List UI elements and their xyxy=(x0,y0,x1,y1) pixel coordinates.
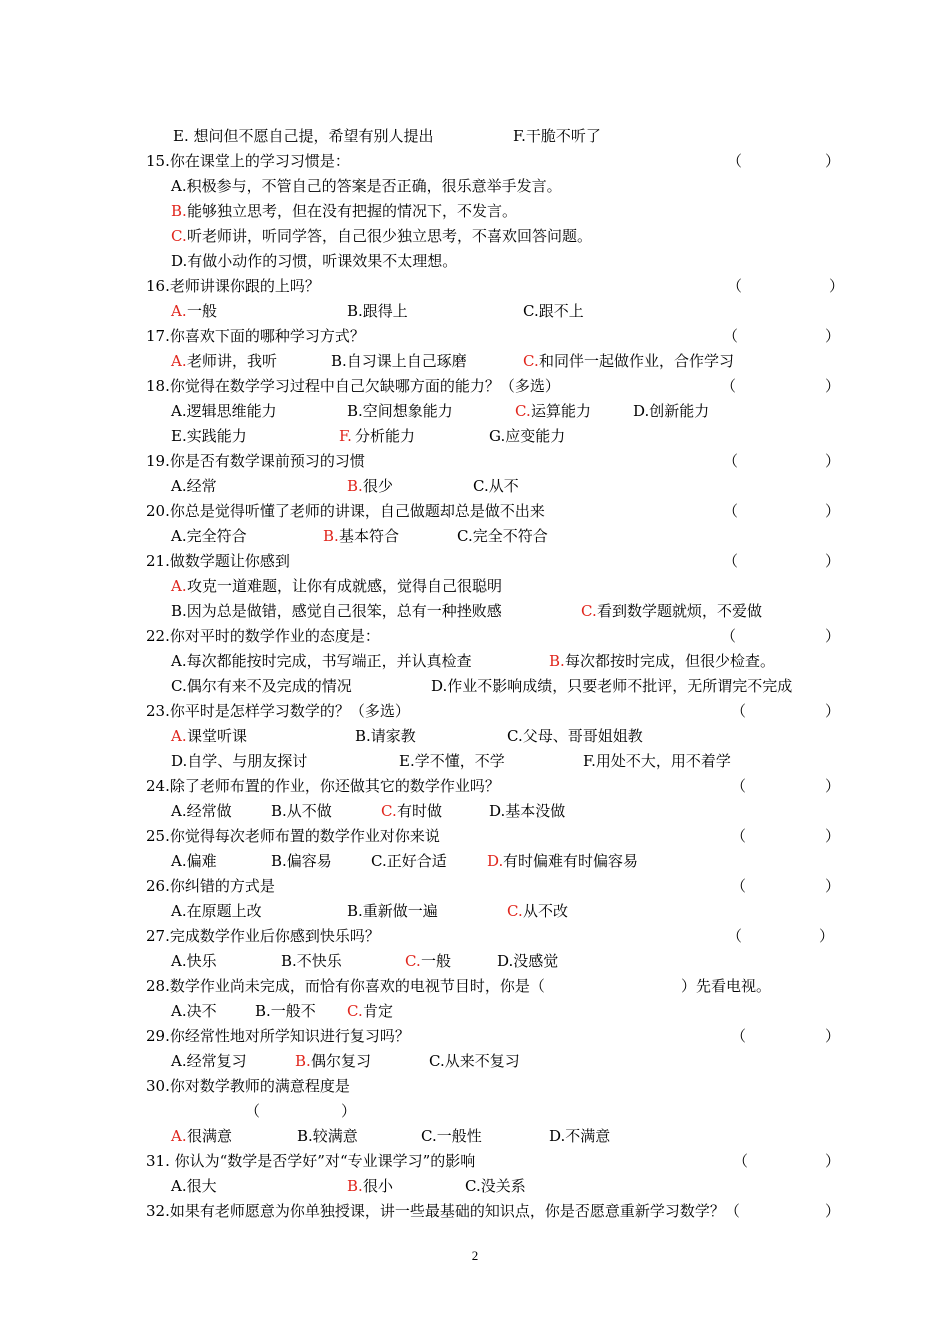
text-segment: D.不满意 xyxy=(549,1127,611,1145)
text-segment: C.一般性 xyxy=(421,1127,482,1145)
text-line xyxy=(0,399,950,423)
answer-bracket-open: （ xyxy=(723,502,739,520)
text-segment: 23.你平时是怎样学习数学的？（多选） xyxy=(146,702,410,720)
answer-bracket-open: （ xyxy=(727,927,743,945)
text-segment: 21.做数学题让你感到 xyxy=(146,552,290,570)
text-segment: 一般 xyxy=(187,302,218,320)
answer-bracket-close: ） xyxy=(825,827,841,845)
text-segment: 基本符合 xyxy=(339,527,400,545)
answer-bracket-open: （ xyxy=(731,877,747,895)
text-segment: 25.你觉得每次老师布置的数学作业对你来说 xyxy=(146,827,440,845)
text-segment: F.干脆不听了 xyxy=(513,127,601,145)
text-line xyxy=(0,249,950,273)
text-segment: 和同伴一起做作业，合作学习 xyxy=(539,352,735,370)
text-segment: A.经常 xyxy=(171,477,217,495)
text-line xyxy=(0,999,950,1023)
text-line xyxy=(0,324,950,348)
text-segment: 分析能力 xyxy=(355,427,416,445)
text-line xyxy=(0,799,950,823)
text-segment: 从不改 xyxy=(523,902,569,920)
text-line xyxy=(0,899,950,923)
text-line xyxy=(0,1174,950,1198)
answer-bracket-open: （ xyxy=(727,277,743,295)
answer-bracket-close: ） xyxy=(825,627,841,645)
text-segment: B.空间想象能力 xyxy=(347,402,453,420)
text-segment: 有时做 xyxy=(397,802,443,820)
text-segment: D.创新能力 xyxy=(633,402,710,420)
text-line xyxy=(0,374,950,398)
text-segment: D.基本没做 xyxy=(489,802,566,820)
text-segment: E.学不懂，不学 xyxy=(399,752,505,770)
text-segment: D.自学、与朋友探讨 xyxy=(171,752,308,770)
text-segment: A.在原题上改 xyxy=(171,902,262,920)
text-segment: A.积极参与，不管自己的答案是否正确，很乐意举手发言。 xyxy=(171,177,562,195)
text-segment: C.偶尔有来不及完成的情况 xyxy=(171,677,352,695)
text-line xyxy=(0,349,950,373)
text-segment: 15.你在课堂上的学习习惯是： xyxy=(146,152,350,170)
text-segment: A.每次都能按时完成，书写端正，并认真检查 xyxy=(171,652,472,670)
text-segment: 运算能力 xyxy=(531,402,592,420)
answer-marker: C. xyxy=(405,952,421,970)
text-segment: C.从不 xyxy=(473,477,519,495)
text-segment: B.偏容易 xyxy=(271,852,332,870)
answer-bracket-open: （ xyxy=(723,327,739,345)
text-segment: 16.老师讲课你跟的上吗？ xyxy=(146,277,320,295)
text-segment: D.作业不影响成绩，只要老师不批评，无所谓完不完成 xyxy=(431,677,793,695)
text-segment: B.因为总是做错，感觉自己很笨，总有一种挫败感 xyxy=(171,602,502,620)
text-segment: C.完全不符合 xyxy=(457,527,548,545)
text-segment: 28.数学作业尚未完成，而恰有你喜欢的电视节目时，你是（ xyxy=(146,977,545,995)
answer-bracket-close: ） xyxy=(825,377,841,395)
answer-marker: B. xyxy=(347,477,363,495)
answer-marker: A. xyxy=(171,352,187,370)
text-line xyxy=(0,199,950,223)
text-line xyxy=(0,749,950,773)
text-line xyxy=(0,1149,950,1173)
answer-marker: C. xyxy=(171,227,187,245)
answer-marker: B. xyxy=(549,652,565,670)
answer-marker: B. xyxy=(323,527,339,545)
text-segment: 29.你经常性地对所学知识进行复习吗？ xyxy=(146,1027,410,1045)
answer-bracket-open: （ xyxy=(723,552,739,570)
text-segment: ） xyxy=(825,1202,841,1220)
text-segment: C.正好合适 xyxy=(371,852,447,870)
text-line xyxy=(0,774,950,798)
text-segment: 很少 xyxy=(363,477,394,495)
text-line xyxy=(0,649,950,673)
text-segment: 老师讲，我听 xyxy=(187,352,278,370)
text-segment: 一般 xyxy=(421,952,452,970)
text-segment: 18.你觉得在数学学习过程中自己欠缺哪方面的能力？（多选） xyxy=(146,377,560,395)
text-line xyxy=(0,724,950,748)
text-segment: ） xyxy=(341,1102,357,1120)
answer-bracket-open: （ xyxy=(721,377,737,395)
text-line xyxy=(0,949,950,973)
text-segment: 课堂听课 xyxy=(187,727,248,745)
text-segment: B.不快乐 xyxy=(281,952,342,970)
text-segment: A.快乐 xyxy=(171,952,217,970)
answer-bracket-close: ） xyxy=(825,552,841,570)
text-line xyxy=(0,174,950,198)
text-segment: 很满意 xyxy=(187,1127,233,1145)
text-segment: A.决不 xyxy=(171,1002,217,1020)
answer-bracket-open: （ xyxy=(731,827,747,845)
text-segment: 27.完成数学作业后你感到快乐吗？ xyxy=(146,927,380,945)
text-line xyxy=(0,1099,950,1123)
text-line xyxy=(0,574,950,598)
answer-marker: C. xyxy=(581,602,597,620)
answer-bracket-close: ） xyxy=(825,327,841,345)
answer-bracket-open: （ xyxy=(731,777,747,795)
text-line xyxy=(0,874,950,898)
answer-marker: C. xyxy=(507,902,523,920)
text-line xyxy=(0,624,950,648)
text-segment: 19.你是否有数学课前预习的习惯 xyxy=(146,452,365,470)
answer-marker: A. xyxy=(171,577,187,595)
text-segment: A.完全符合 xyxy=(171,527,247,545)
text-segment: D.有做小动作的习惯，听课效果不太理想。 xyxy=(171,252,458,270)
answer-marker: B. xyxy=(171,202,187,220)
answer-bracket-close: ） xyxy=(825,877,841,895)
text-segment: E.实践能力 xyxy=(171,427,247,445)
text-segment: 24.除了老师布置的作业，你还做其它的数学作业吗？ xyxy=(146,777,500,795)
text-segment: ）先看电视。 xyxy=(681,977,772,995)
text-segment: B.请家教 xyxy=(355,727,416,745)
text-line xyxy=(0,299,950,323)
text-segment: B.一般不 xyxy=(255,1002,316,1020)
text-line xyxy=(0,699,950,723)
text-line xyxy=(0,274,950,298)
text-line xyxy=(0,1074,950,1098)
answer-bracket-close: ） xyxy=(825,152,841,170)
text-line xyxy=(0,224,950,248)
text-line xyxy=(0,549,950,573)
text-segment: （ xyxy=(245,1102,261,1120)
answer-marker: B. xyxy=(295,1052,311,1070)
text-segment: 每次都按时完成，但很少检查。 xyxy=(565,652,776,670)
answer-bracket-open: （ xyxy=(731,1027,747,1045)
text-segment: 有时偏难有时偏容易 xyxy=(503,852,639,870)
answer-marker: A. xyxy=(171,727,187,745)
text-segment: A.偏难 xyxy=(171,852,217,870)
answer-marker: F. xyxy=(339,427,352,445)
text-segment: A.经常做 xyxy=(171,802,232,820)
text-line xyxy=(0,1049,950,1073)
text-segment: 30.你对数学教师的满意程度是 xyxy=(146,1077,350,1095)
text-line xyxy=(0,499,950,523)
text-segment: 32.如果有老师愿意为你单独授课，讲一些最基础的知识点，你是否愿意重新学习数学？（ xyxy=(146,1202,740,1220)
text-segment: C.父母、哥哥姐姐教 xyxy=(507,727,643,745)
text-segment: B.自习课上自己琢磨 xyxy=(331,352,467,370)
answer-marker: B. xyxy=(347,1177,363,1195)
text-line xyxy=(0,849,950,873)
text-line xyxy=(0,474,950,498)
text-segment: D.没感觉 xyxy=(497,952,559,970)
answer-bracket-open: （ xyxy=(733,1152,749,1170)
text-segment: 肯定 xyxy=(363,1002,394,1020)
text-line xyxy=(0,824,950,848)
answer-marker: C. xyxy=(515,402,531,420)
text-segment: B.较满意 xyxy=(297,1127,358,1145)
page-number: 2 xyxy=(471,1248,479,1263)
text-segment: 听老师讲，听同学答，自己很少独立思考，不喜欢回答问题。 xyxy=(187,227,593,245)
answer-marker: A. xyxy=(171,1127,187,1145)
text-segment: C.没关系 xyxy=(465,1177,526,1195)
text-segment: G.应变能力 xyxy=(489,427,566,445)
text-segment: A.逻辑思维能力 xyxy=(171,402,277,420)
answer-bracket-close: ） xyxy=(825,452,841,470)
answer-bracket-open: （ xyxy=(731,702,747,720)
answer-bracket-close: ） xyxy=(825,702,841,720)
text-segment: B.重新做一遍 xyxy=(347,902,438,920)
text-segment: 31. 你认为“数学是否学好”对“专业课学习”的影响 xyxy=(146,1152,476,1170)
text-segment: C.从来不复习 xyxy=(429,1052,520,1070)
text-line xyxy=(0,424,950,448)
answer-bracket-open: （ xyxy=(727,152,743,170)
text-line xyxy=(0,449,950,473)
answer-marker: C. xyxy=(381,802,397,820)
answer-marker: D. xyxy=(487,852,504,870)
text-segment: A.很大 xyxy=(171,1177,217,1195)
text-line xyxy=(0,1124,950,1148)
answer-bracket-close: ） xyxy=(825,1027,841,1045)
text-line xyxy=(0,599,950,623)
answer-bracket-close: ） xyxy=(829,277,845,295)
text-line xyxy=(0,524,950,548)
answer-bracket-close: ） xyxy=(825,777,841,795)
answer-marker: C. xyxy=(523,352,539,370)
answer-bracket-close: ） xyxy=(825,1152,841,1170)
text-line xyxy=(0,674,950,698)
answer-bracket-open: （ xyxy=(723,452,739,470)
text-segment: B.从不做 xyxy=(271,802,332,820)
answer-bracket-close: ） xyxy=(825,502,841,520)
text-segment: A.经常复习 xyxy=(171,1052,247,1070)
text-segment: F.用处不大，用不着学 xyxy=(583,752,731,770)
text-segment: 偶尔复习 xyxy=(311,1052,372,1070)
text-line xyxy=(0,124,950,148)
text-segment: 攻克一道难题，让你有成就感，觉得自己很聪明 xyxy=(187,577,503,595)
text-line xyxy=(0,1199,950,1223)
text-segment: 22.你对平时的数学作业的态度是： xyxy=(146,627,380,645)
answer-marker: A. xyxy=(171,302,187,320)
text-segment: 能够独立思考，但在没有把握的情况下，不发言。 xyxy=(187,202,518,220)
text-segment: C.跟不上 xyxy=(523,302,584,320)
text-segment: B.跟得上 xyxy=(347,302,408,320)
text-segment: 看到数学题就烦，不爱做 xyxy=(597,602,763,620)
answer-bracket-close: ） xyxy=(819,927,835,945)
text-segment: E. 想问但不愿自己提，希望有别人提出 xyxy=(173,127,434,145)
text-line xyxy=(0,924,950,948)
answer-marker: C. xyxy=(347,1002,363,1020)
text-line xyxy=(0,149,950,173)
text-segment: 20.你总是觉得听懂了老师的讲课，自己做题却总是做不出来 xyxy=(146,502,545,520)
text-line xyxy=(0,1024,950,1048)
text-segment: 26.你纠错的方式是 xyxy=(146,877,275,895)
text-segment: 17.你喜欢下面的哪种学习方式？ xyxy=(146,327,365,345)
text-line xyxy=(0,974,950,998)
text-segment: 很小 xyxy=(363,1177,394,1195)
answer-bracket-open: （ xyxy=(721,627,737,645)
